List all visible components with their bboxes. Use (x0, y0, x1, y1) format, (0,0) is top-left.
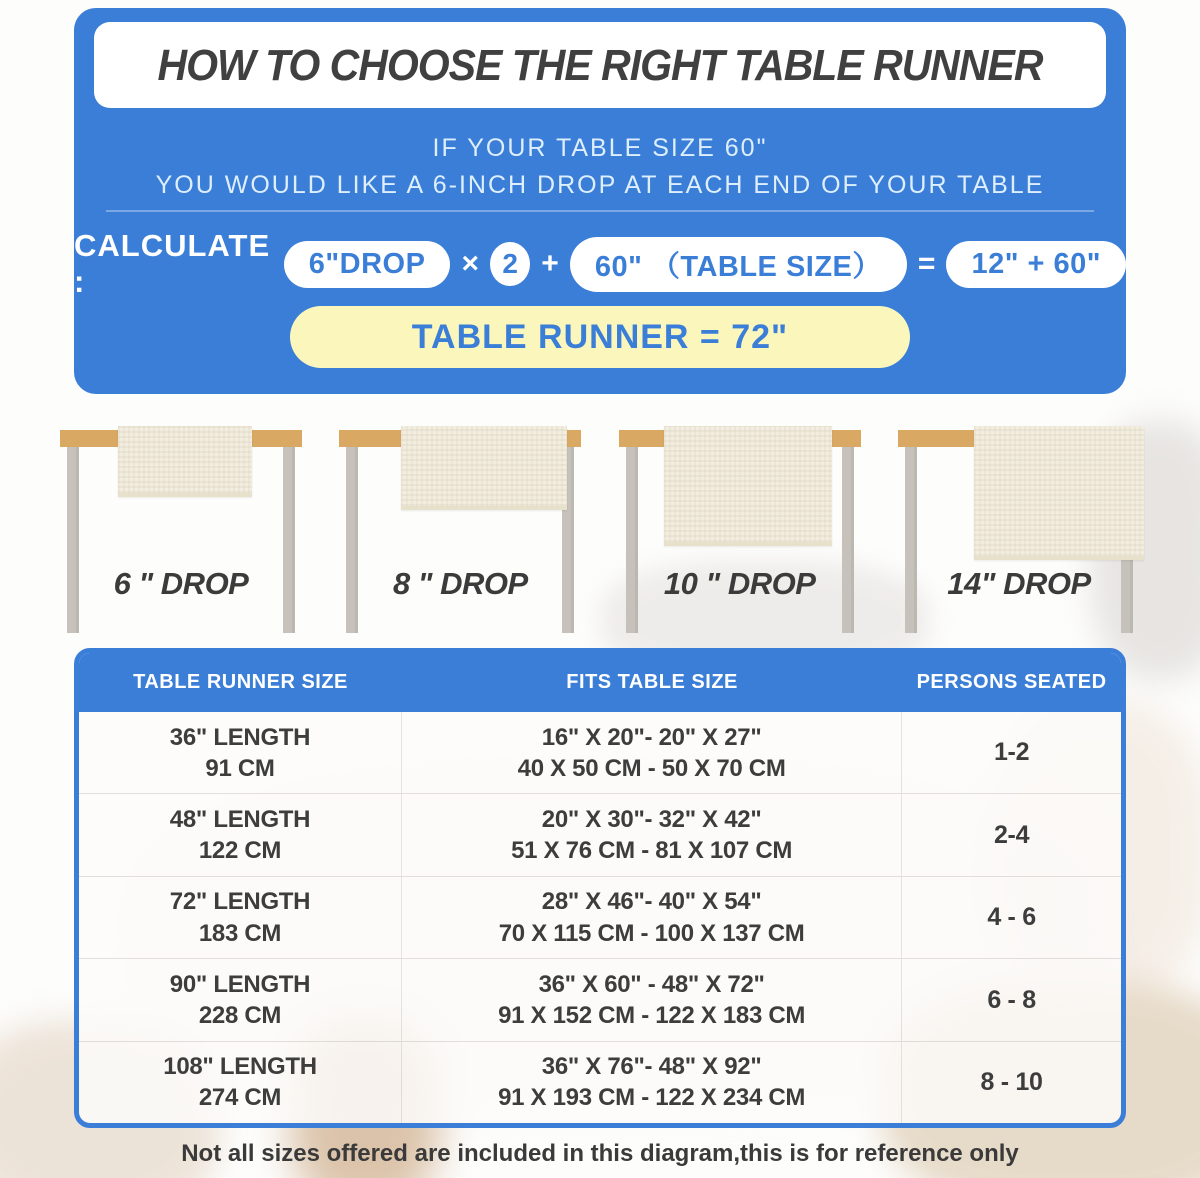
table-leg-left (626, 447, 638, 633)
table-size-pill: 60" （TABLE SIZE） (570, 237, 907, 292)
calculate-label: CALCULATE : (74, 228, 271, 299)
col-header-fits-size: FITS TABLE SIZE (566, 671, 738, 693)
multiply-sign: × (461, 247, 479, 280)
drop-label: 14" DROP (947, 566, 1091, 601)
drop-figures (60, 418, 1140, 642)
col-header-persons: PERSONS SEATED (916, 671, 1107, 693)
drop-value-pill: 6"DROP (284, 241, 451, 288)
header-divider (106, 210, 1094, 212)
drop-label: 8 " DROP (392, 566, 528, 601)
runner-size-cell: 72" LENGTH 183 CM (79, 877, 402, 958)
table-leg-left (346, 447, 358, 633)
size-table-header (79, 653, 1121, 712)
fits-size-cell: 28" X 46"- 40" X 54" 70 X 115 CM - 100 X 137 CM (402, 877, 902, 958)
fits-size-cell: 20" X 30"- 32" X 42" 51 X 76 CM - 81 X 107 CM (402, 794, 902, 875)
size-table-panel (74, 648, 1126, 1128)
persons-cell: 1-2 (993, 738, 1030, 767)
persons-cell: 8 - 10 (980, 1068, 1043, 1097)
result-pill: 12" + 60" (946, 241, 1126, 288)
runner-drape (118, 426, 252, 497)
subtitle-line-2: YOU WOULD LIKE A 6-INCH DROP AT EACH END OF YOUR TABLE (155, 171, 1045, 199)
table-row (79, 1041, 1121, 1123)
runner-size-cell: 48" LENGTH 122 CM (79, 794, 402, 875)
table-row (79, 712, 1121, 793)
fits-size-cell: 36" X 76"- 48" X 92" 91 X 193 CM - 122 X 234 CM (402, 1042, 902, 1123)
table-leg-right (283, 447, 295, 633)
title-banner (94, 22, 1106, 108)
table-leg-right (842, 447, 854, 633)
table-row (79, 958, 1121, 1040)
subtitle-line-1: IF YOUR TABLE SIZE 60" (432, 134, 768, 162)
drop-figure-8 (339, 418, 581, 642)
runner-size-cell: 36" LENGTH 91 CM (79, 712, 402, 793)
drop-label: 10 " DROP (663, 566, 816, 601)
header-panel (74, 8, 1126, 394)
equals-sign: = (917, 247, 936, 280)
size-table-body (79, 712, 1121, 1123)
fits-size-cell: 36" X 60" - 48" X 72" 91 X 152 CM - 122 X 183 CM (402, 959, 902, 1040)
drop-figure-10 (619, 418, 861, 642)
runner-size-cell: 108" LENGTH 274 CM (79, 1042, 402, 1123)
col-header-runner-size: TABLE RUNNER SIZE (133, 671, 348, 693)
runner-size-cell: 90" LENGTH 228 CM (79, 959, 402, 1040)
persons-cell: 4 - 6 (987, 903, 1036, 932)
runner-total-pill: TABLE RUNNER = 72" (290, 306, 910, 368)
table-row (79, 793, 1121, 875)
persons-cell: 2-4 (993, 820, 1030, 849)
runner-drape (974, 426, 1144, 560)
drop-figure-6 (60, 418, 302, 642)
table-leg-left (67, 447, 79, 633)
persons-cell: 6 - 8 (987, 985, 1036, 1014)
runner-drape (401, 426, 567, 510)
plus-sign: + (541, 247, 559, 280)
fits-size-cell: 16" X 20"- 20" X 27" 40 X 50 CM - 50 X 70 CM (402, 712, 902, 793)
runner-drape (664, 426, 832, 546)
table-row (79, 876, 1121, 958)
table-leg-left (905, 447, 917, 633)
drop-figure-14 (898, 418, 1140, 642)
reference-disclaimer: Not all sizes offered are included in this diagram,this is for reference only (181, 1140, 1019, 1167)
calculation-formula (74, 228, 1126, 299)
multiplier-badge: 2 (490, 242, 530, 286)
drop-label: 6 " DROP (113, 566, 249, 601)
page-title: HOW TO CHOOSE THE RIGHT TABLE RUNNER (157, 40, 1043, 89)
